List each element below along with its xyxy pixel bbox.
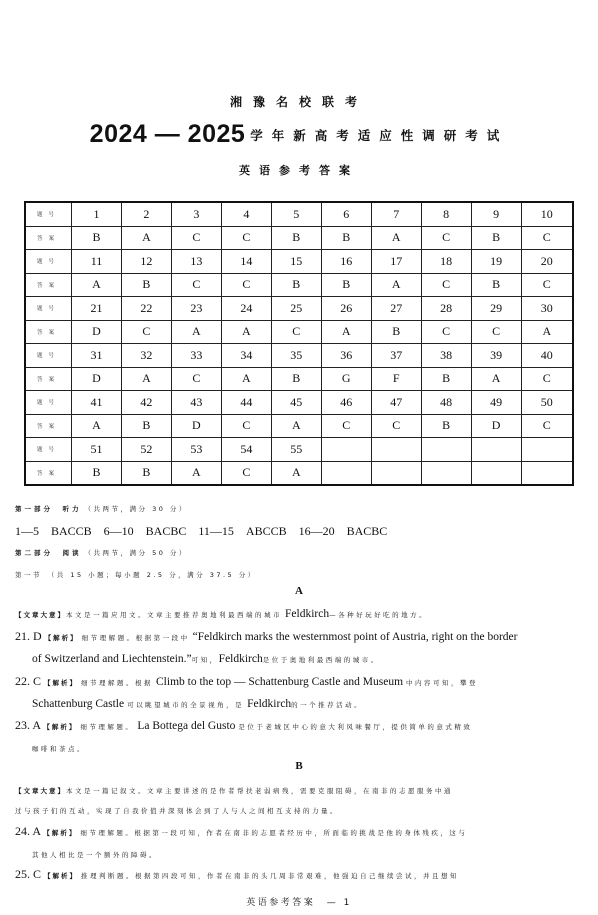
question-row-label: 题号 — [25, 344, 72, 368]
question-number-cell: 34 — [221, 344, 271, 368]
question-number-cell: 19 — [471, 250, 521, 274]
answer-cell: C — [221, 226, 271, 250]
answer-cell: A — [171, 320, 221, 344]
answer-cell: C — [171, 273, 221, 297]
question-number-cell: 18 — [421, 250, 471, 274]
overview-b-text-2: 过与孩子们的互动，实现了自我价值并深刻体会到了人与人之间相互支持的力量。 — [15, 807, 339, 815]
q21-quote-2: of Switzerland and Liechtenstein.” — [32, 653, 192, 665]
question-number-cell: 15 — [271, 250, 321, 274]
part1-label: 第一部分 听力 — [15, 505, 82, 513]
question-number-cell: 40 — [521, 344, 573, 368]
question-number-cell: 55 — [271, 438, 321, 462]
question-number-cell: 27 — [371, 297, 421, 321]
question-number-cell: 41 — [72, 391, 122, 415]
part1-note: （共两节，满分 30 分） — [84, 505, 188, 513]
answer-cell: C — [521, 226, 573, 250]
question-number-cell: 51 — [72, 438, 122, 462]
question-row — [25, 391, 573, 415]
title-text: 学年新高考适应性调研考试 — [250, 127, 509, 143]
answer-cell: D — [72, 320, 122, 344]
question-number-cell: 21 — [72, 297, 122, 321]
answer-cell: C — [421, 273, 471, 297]
answer-cell: B — [72, 226, 122, 250]
question-number-cell: 50 — [521, 391, 573, 415]
question-number-cell: 54 — [221, 438, 271, 462]
question-number-cell: 10 — [521, 202, 573, 226]
q24-tag: 【解析】 — [43, 829, 78, 837]
answer-cell: B — [321, 273, 371, 297]
q22-mid: 中内容可知，攀登 — [406, 679, 479, 687]
answer-cell: B — [321, 226, 371, 250]
question-number-cell: 14 — [221, 250, 271, 274]
answer-cell: B — [271, 273, 321, 297]
question-row-label: 题号 — [25, 391, 72, 415]
answer-row-label: 答案 — [25, 414, 72, 438]
q23-type: 细节理解题。 — [80, 723, 135, 731]
question-number-cell: 5 — [271, 202, 321, 226]
question-number-cell: 43 — [171, 391, 221, 415]
question-number-cell: 46 — [321, 391, 371, 415]
q22-line-2 — [32, 696, 586, 711]
answer-cell: C — [221, 273, 271, 297]
question-number-cell: 20 — [521, 250, 573, 274]
question-row — [25, 250, 573, 274]
question-row-label: 题号 — [25, 250, 72, 274]
q22-mid-2: 可以眺望城市的全景视角，是 — [127, 701, 245, 709]
answer-cell: C — [321, 414, 371, 438]
answer-cell: C — [221, 461, 271, 485]
question-row-label: 题号 — [25, 202, 72, 226]
q21-city: Feldkirch — [218, 653, 263, 665]
answer-cell: A — [221, 320, 271, 344]
question-number-cell: 3 — [171, 202, 221, 226]
q22-eng: Climb to the top — Schattenburg Castle and Museum — [156, 676, 404, 688]
answer-cell: B — [271, 226, 321, 250]
question-number-cell — [471, 438, 521, 462]
answer-cell: B — [421, 367, 471, 391]
q22-num: 22. C — [15, 674, 42, 688]
question-number-cell: 38 — [421, 344, 471, 368]
answer-cell: A — [121, 367, 171, 391]
question-number-cell: 1 — [72, 202, 122, 226]
q23-end: 咖啡和茶点。 — [32, 745, 86, 753]
q24-line-2 — [32, 846, 586, 861]
answer-cell: A — [72, 273, 122, 297]
answer-cell: A — [521, 320, 573, 344]
question-number-cell: 2 — [121, 202, 171, 226]
q21-tag: 【解析】 — [44, 634, 79, 642]
exam-title — [0, 120, 598, 150]
question-number-cell — [521, 438, 573, 462]
question-row-label: 题号 — [25, 438, 72, 462]
answer-cell: A — [371, 273, 421, 297]
passage-a-overview — [15, 606, 586, 621]
overview-text: 本文是一篇应用文。文章主要推荐奥地利最西端的城市 — [66, 611, 282, 619]
question-number-cell: 24 — [221, 297, 271, 321]
answer-cell: C — [421, 320, 471, 344]
answer-cell: C — [421, 226, 471, 250]
q25-text: 推理判断题。根据第四段可知，作者在南非的头几周非常艰难，他强迫自己继续尝试，并且想知 — [81, 872, 460, 880]
question-number-cell: 44 — [221, 391, 271, 415]
answer-cell: C — [221, 414, 271, 438]
answer-cell: C — [521, 273, 573, 297]
answer-cell: B — [271, 367, 321, 391]
answer-row — [25, 461, 573, 485]
answer-cell — [521, 461, 573, 485]
q21-line — [15, 629, 586, 644]
answer-cell: A — [171, 461, 221, 485]
answer-cell: D — [171, 414, 221, 438]
answer-cell: B — [121, 461, 171, 485]
question-number-cell: 9 — [471, 202, 521, 226]
answer-cell: A — [72, 414, 122, 438]
question-number-cell: 4 — [221, 202, 271, 226]
answer-row — [25, 273, 573, 297]
question-number-cell: 7 — [371, 202, 421, 226]
part1-line — [15, 500, 586, 515]
question-number-cell: 35 — [271, 344, 321, 368]
question-number-cell: 49 — [471, 391, 521, 415]
q24-text-2: 其他人相比是一个额外的障碍。 — [32, 851, 158, 859]
question-number-cell: 11 — [72, 250, 122, 274]
question-number-cell — [371, 438, 421, 462]
question-number-cell: 31 — [72, 344, 122, 368]
overview-city: Feldkirch — [285, 608, 330, 620]
answer-cell: D — [72, 367, 122, 391]
answer-cell: G — [321, 367, 371, 391]
part2-note: （共两节，满分 50 分） — [84, 549, 188, 557]
q21-num: 21. D — [15, 629, 42, 643]
passage-b-heading: B — [295, 760, 303, 772]
answer-cell: A — [321, 320, 371, 344]
question-number-cell: 16 — [321, 250, 371, 274]
question-number-cell: 23 — [171, 297, 221, 321]
q21-type: 细节理解题。根据第一段中 — [81, 634, 190, 642]
question-number-cell: 12 — [121, 250, 171, 274]
answer-cell: C — [121, 320, 171, 344]
answer-cell: B — [421, 414, 471, 438]
question-number-cell: 28 — [421, 297, 471, 321]
answer-row-label: 答案 — [25, 367, 72, 391]
question-number-cell: 33 — [171, 344, 221, 368]
q21-end: 可知， — [191, 656, 219, 664]
part1-answers: 1—5 BACCB 6—10 BACBC 11—15 ABCCB 16—20 BACBC — [15, 524, 388, 538]
title-year: 2024 — 2025 — [89, 120, 246, 148]
answer-row — [25, 367, 573, 391]
q22-line — [15, 674, 586, 689]
answer-cell: A — [271, 414, 321, 438]
answer-row — [25, 414, 573, 438]
question-number-cell: 30 — [521, 297, 573, 321]
org-name: 湘豫名校联考 — [229, 95, 368, 109]
part2-line — [15, 544, 586, 559]
answer-cell: B — [371, 320, 421, 344]
question-number-cell: 39 — [471, 344, 521, 368]
q23-mid: 是位于老城区中心的意大利风味餐厅，提供简单的意式精致 — [238, 723, 473, 731]
question-row — [25, 344, 573, 368]
question-number-cell: 13 — [171, 250, 221, 274]
question-number-cell: 6 — [321, 202, 371, 226]
answer-cell: B — [72, 461, 122, 485]
answer-cell: B — [471, 273, 521, 297]
q21-end-2: 是位于奥地利最西端的城市。 — [262, 656, 380, 664]
q22-eng-2: Schattenburg Castle — [32, 698, 125, 710]
answer-cell: A — [271, 461, 321, 485]
overview-tag: 【文章大意】 — [15, 611, 66, 619]
question-number-cell: 26 — [321, 297, 371, 321]
section1-line — [15, 566, 586, 581]
q22-city: Feldkirch — [247, 698, 292, 710]
question-number-cell: 36 — [321, 344, 371, 368]
question-number-cell: 53 — [171, 438, 221, 462]
q23-line-2 — [32, 740, 586, 755]
q21-line-2 — [32, 651, 586, 666]
question-number-cell: 29 — [471, 297, 521, 321]
question-number-cell — [421, 438, 471, 462]
q23-line — [15, 718, 586, 733]
q23-tag: 【解析】 — [43, 723, 78, 731]
question-number-cell: 32 — [121, 344, 171, 368]
question-number-cell: 48 — [421, 391, 471, 415]
q25-tag: 【解析】 — [44, 872, 79, 880]
page-footer: 英语参考答案 — 1 — [246, 898, 352, 908]
answer-cell: B — [121, 273, 171, 297]
answer-row — [25, 226, 573, 250]
answer-cell: B — [471, 226, 521, 250]
answer-cell — [371, 461, 421, 485]
answer-cell: C — [521, 414, 573, 438]
overview-b-text: 本文是一篇记叙文。文章主要讲述的是作者帮扶老弱病残，需要克服阻碍，在南非的志愿服务中通 — [66, 787, 453, 795]
question-row — [25, 297, 573, 321]
answer-cell: C — [471, 320, 521, 344]
answer-cell — [421, 461, 471, 485]
q22-end: 的一个推荐活动。 — [291, 701, 364, 709]
q22-tag: 【解析】 — [44, 679, 79, 687]
answer-row-label: 答案 — [25, 461, 72, 485]
question-number-cell — [321, 438, 371, 462]
section1-label: 第一节 （共 15 小题；每小题 2.5 分，满分 37.5 分） — [15, 571, 257, 579]
answer-cell — [471, 461, 521, 485]
question-number-cell: 25 — [271, 297, 321, 321]
subtitle: 英语参考答案 — [239, 164, 359, 177]
question-number-cell: 45 — [271, 391, 321, 415]
passage-a-heading: A — [295, 585, 303, 597]
answer-cell: C — [171, 367, 221, 391]
answer-cell: A — [121, 226, 171, 250]
q25-num: 25. C — [15, 867, 42, 881]
q25-line — [15, 867, 586, 882]
question-number-cell: 47 — [371, 391, 421, 415]
overview-text-2: —各种好玩好吃的地方。 — [329, 611, 429, 619]
answer-table — [24, 201, 574, 486]
answer-cell: C — [371, 414, 421, 438]
answer-cell: F — [371, 367, 421, 391]
question-number-cell: 42 — [121, 391, 171, 415]
answer-cell: C — [271, 320, 321, 344]
answer-cell: C — [521, 367, 573, 391]
question-number-cell: 52 — [121, 438, 171, 462]
answer-cell: B — [121, 414, 171, 438]
passage-b-overview-2 — [15, 802, 586, 817]
answer-cell: A — [221, 367, 271, 391]
answer-row-label: 答案 — [25, 273, 72, 297]
q23-eng: La Bottega del Gusto — [137, 720, 236, 732]
answer-cell — [321, 461, 371, 485]
question-number-cell: 22 — [121, 297, 171, 321]
q23-num: 23. A — [15, 718, 41, 732]
question-row-label: 题号 — [25, 297, 72, 321]
answer-row — [25, 320, 573, 344]
answer-cell: C — [171, 226, 221, 250]
answer-row-label: 答案 — [25, 320, 72, 344]
question-row — [25, 438, 573, 462]
q22-type: 细节理解题。根据 — [81, 679, 154, 687]
answer-cell: D — [471, 414, 521, 438]
answer-cell: A — [471, 367, 521, 391]
answer-row-label: 答案 — [25, 226, 72, 250]
question-number-cell: 37 — [371, 344, 421, 368]
passage-b-overview — [15, 782, 586, 797]
question-number-cell: 8 — [421, 202, 471, 226]
q24-num: 24. A — [15, 824, 41, 838]
overview-b-tag: 【文章大意】 — [15, 787, 66, 795]
q24-text: 细节理解题。根据第一段可知，作者在南非的志愿者经历中，所面临的挑战是他的身体残疾，这与 — [80, 829, 468, 837]
q21-quote-1: “Feldkirch marks the westernmost point of Austria, right on the border — [192, 631, 518, 643]
part2-label: 第二部分 阅读 — [15, 549, 82, 557]
question-number-cell: 17 — [371, 250, 421, 274]
q24-line — [15, 824, 586, 839]
answer-cell: A — [371, 226, 421, 250]
question-row — [25, 202, 573, 226]
